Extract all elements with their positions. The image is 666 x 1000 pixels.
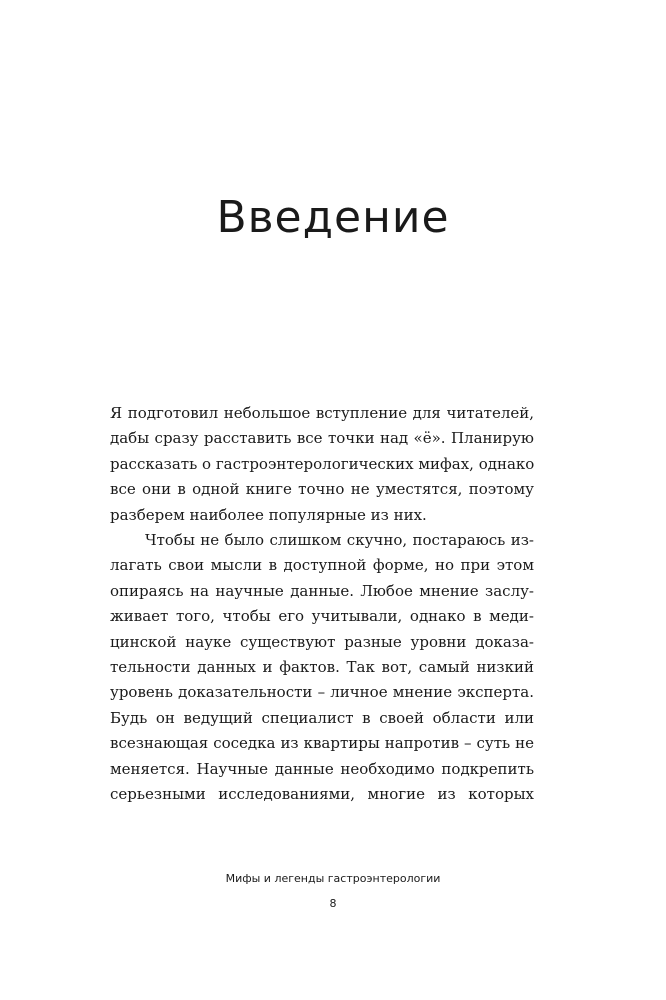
page-number: 8 [329,897,337,910]
text-line: дабы сразу расставить все точки над «ё». Планирую [110,429,534,448]
text-line: серьезными исследованиями, многие из которых [110,785,534,804]
text-line: опираясь на научные данные. Любое мнение заслу- [110,581,534,600]
text-line: живает того, чтобы его учитывали, однако в меди- [110,607,534,626]
paragraph-2 [110,528,534,807]
text-line: тельности данных и фактов. Так вот, самый низкий [110,658,534,677]
text-line: Я подготовил небольшое вступление для читателей, [110,404,534,422]
text-line: Будь он ведущий специалист в своей области или [110,708,534,727]
text-line: всезнающая соседка из квартиры напротив – суть не [110,734,534,753]
chapter-title: Введение [216,192,450,243]
paragraph-1 [110,401,534,528]
text-line: уровень доказательности – личное мнение эксперта. [110,683,534,702]
text-line: меняется. Научные данные необходимо подкрепить [110,759,534,778]
text-line: рассказать о гастроэнтерологических мифах, однако [110,454,535,473]
text-line: разберем наиболее популярные из них. [110,505,427,524]
text-line: цинской науке существуют разные уровни доказа- [110,632,534,651]
text-line: все они в одной книге точно не уместятся, поэтому [110,480,534,499]
text-line: Чтобы не было слишком скучно, постараюсь из- [145,531,534,550]
body-text [110,401,534,808]
running-footer: Мифы и легенды гастроэнтерологии [225,872,441,885]
text-line: лагать свои мысли в доступной форме, но при этом [110,556,534,575]
